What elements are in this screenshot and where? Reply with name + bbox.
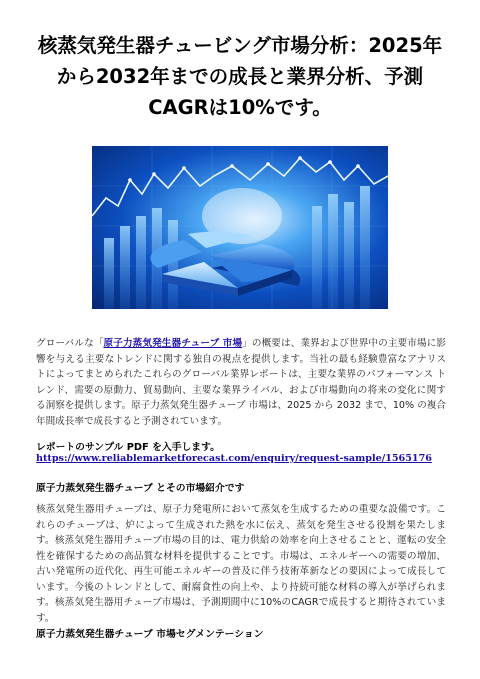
hero-chart-image bbox=[92, 146, 388, 309]
intro-paragraph bbox=[36, 336, 446, 429]
section-heading-segmentation: 原子力蒸気発生器チューブ 市場セグメンテーション bbox=[36, 629, 264, 640]
section-heading-intro: 原子力蒸気発生器チューブ とその市場紹介です bbox=[36, 483, 245, 494]
market-intro-paragraph: 核蒸気発生器用チューブは、原子力発電所において蒸気を生成するための重要な設備です。これらのチューブは、炉によって生成された熱を水に伝え、蒸気を発生させる役割を果たします。核蒸気発生器用チューブ市場の目的は、電力供給の効率を向上させることと、運転の安全性を確保するための高品質な材料を提供することです。市場は、エネルギーへの需要の増加、古い発電所の近代化、再生可能エネルギーの普及に伴う技術革新などの要因によって成長しています。今後のトレンドとして、耐腐食性の向上や、より持続可能な材料の導入が挙げられます。核蒸気発生器用チューブ市場は、予測期間中に10%のCAGRで成長すると期待されています。 bbox=[36, 504, 446, 624]
page-title: 核蒸気発生器チュービング市場分析：2025年から2032年までの成長と業界分析、予測CAGRは10%です。 bbox=[37, 34, 443, 119]
sample-heading: レポートのサンプル PDF を入手します。 bbox=[36, 442, 220, 453]
bar-chart-pie-graph-image bbox=[92, 146, 388, 309]
intro-body: 」の概要は、業界および世界中の主要市場に影響を与える主要なトレンドに関する独自の視点を提供します。当社の最も経験豊富なアナリストによってまとめられたこれらのグローバル業界レポートは、主要な業界のパフォーマンス トレンド、需要の原動力、貿易動向、主要な業界ライバル、および市場動向の将来の変化に関する洞察を提供します。原子力蒸気発生器チューブ 市場は、2025 から 2032 まで、10% の複合年間成長率で成長すると予測されています。 bbox=[36, 338, 446, 427]
market-link[interactable]: 原子力蒸気発生器チューブ 市場 bbox=[103, 338, 243, 349]
sample-pdf-link[interactable]: https://www.reliablemarketforecast.com/enquiry/request-sample/1565176 bbox=[36, 453, 432, 464]
intro-prefix: グローバルな「 bbox=[36, 338, 104, 349]
